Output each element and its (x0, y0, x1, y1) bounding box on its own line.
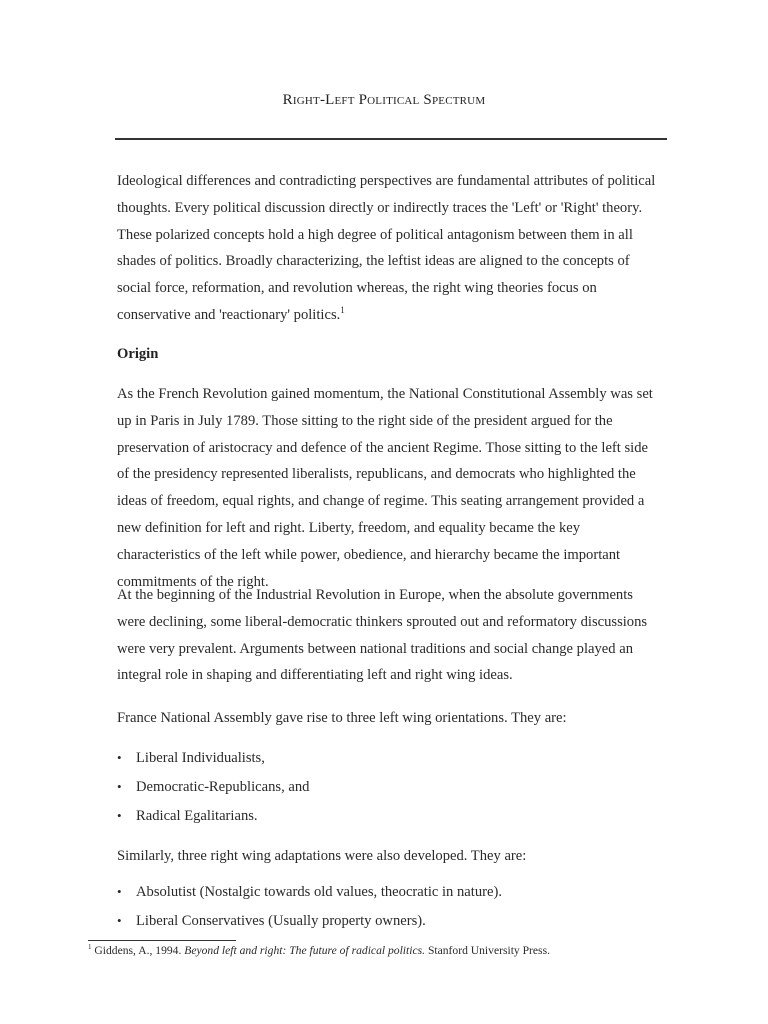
right-adaptations-list (117, 881, 657, 939)
left-orientations-list (117, 747, 657, 834)
footnote-separator (88, 940, 236, 941)
footnote-author: Giddens, A., 1994. (94, 944, 182, 957)
bullet-icon: • (117, 779, 122, 794)
right-adaptations-intro: Similarly, three right wing adaptations were also developed. They are: (117, 848, 527, 864)
title-rule (115, 138, 667, 140)
list-item: • Absolutist (Nostalgic towards old values, theocratic in nature). (117, 881, 657, 910)
bullet-icon: • (117, 750, 122, 765)
intro-paragraph (117, 168, 657, 329)
origin-paragraph-1: As the French Revolution gained momentum, the National Constitutional Assembly was set up in Paris in July 1789. Those sitting to the right side of the president argued for the preservation of aristocracy and defence of the ancient Regime. Those sitting to the left side of the presidency represented liberalists, republicans, and democrats who highlighted the ideas of freedom, equal rights, and change of regime. This seating arrangement provided a new definition for left and right. Liberty, freedom, and equality became the key characteristics of the left while power, obedience, and hierarchy became the important commitments of the right. (117, 386, 653, 590)
list-item: • Liberal Conservatives (Usually property owners). (117, 910, 657, 939)
list-item: • Liberal Individualists, (117, 747, 657, 776)
bullet-icon: • (117, 808, 122, 823)
footnote-publisher: Stanford University Press. (427, 944, 550, 957)
page-title: Right-Left Political Spectrum (282, 92, 486, 108)
left-orientations-intro: France National Assembly gave rise to three left wing orientations. They are: (117, 710, 567, 726)
section-heading-origin: Origin (117, 346, 159, 362)
footnote (88, 944, 708, 957)
footnote-reference[interactable]: 1 (340, 305, 345, 316)
bullet-icon: • (117, 913, 122, 928)
list-item: • Democratic-Republicans, and (117, 776, 657, 805)
footnote-work-title: Beyond left and right: The future of radical politics. (184, 944, 426, 957)
list-item: • Radical Egalitarians. (117, 805, 657, 834)
origin-paragraph-2: At the beginning of the Industrial Revolution in Europe, when the absolute governments were declining, some liberal-democratic thinkers sprouted out and reformatory discussions were very prevalent. Arguments between national traditions and social change played an integral role in shaping and differentiating left and right wing ideas. (117, 587, 648, 684)
intro-text: Ideological differences and contradicting perspectives are fundamental attributes of political thoughts. Every political discussion directly or indirectly traces the 'Left' or 'Right' theory. These polarized concepts hold a high degree of political antagonism between them in all shades of politics. Broadly characterizing, the leftist ideas are aligned to the concepts of social force, reformation, and revolution whereas, the right wing theories focus on conservative and 'reactionary' politics. (117, 173, 656, 323)
bullet-icon: • (117, 884, 122, 899)
footnote-marker: 1 (88, 943, 92, 952)
